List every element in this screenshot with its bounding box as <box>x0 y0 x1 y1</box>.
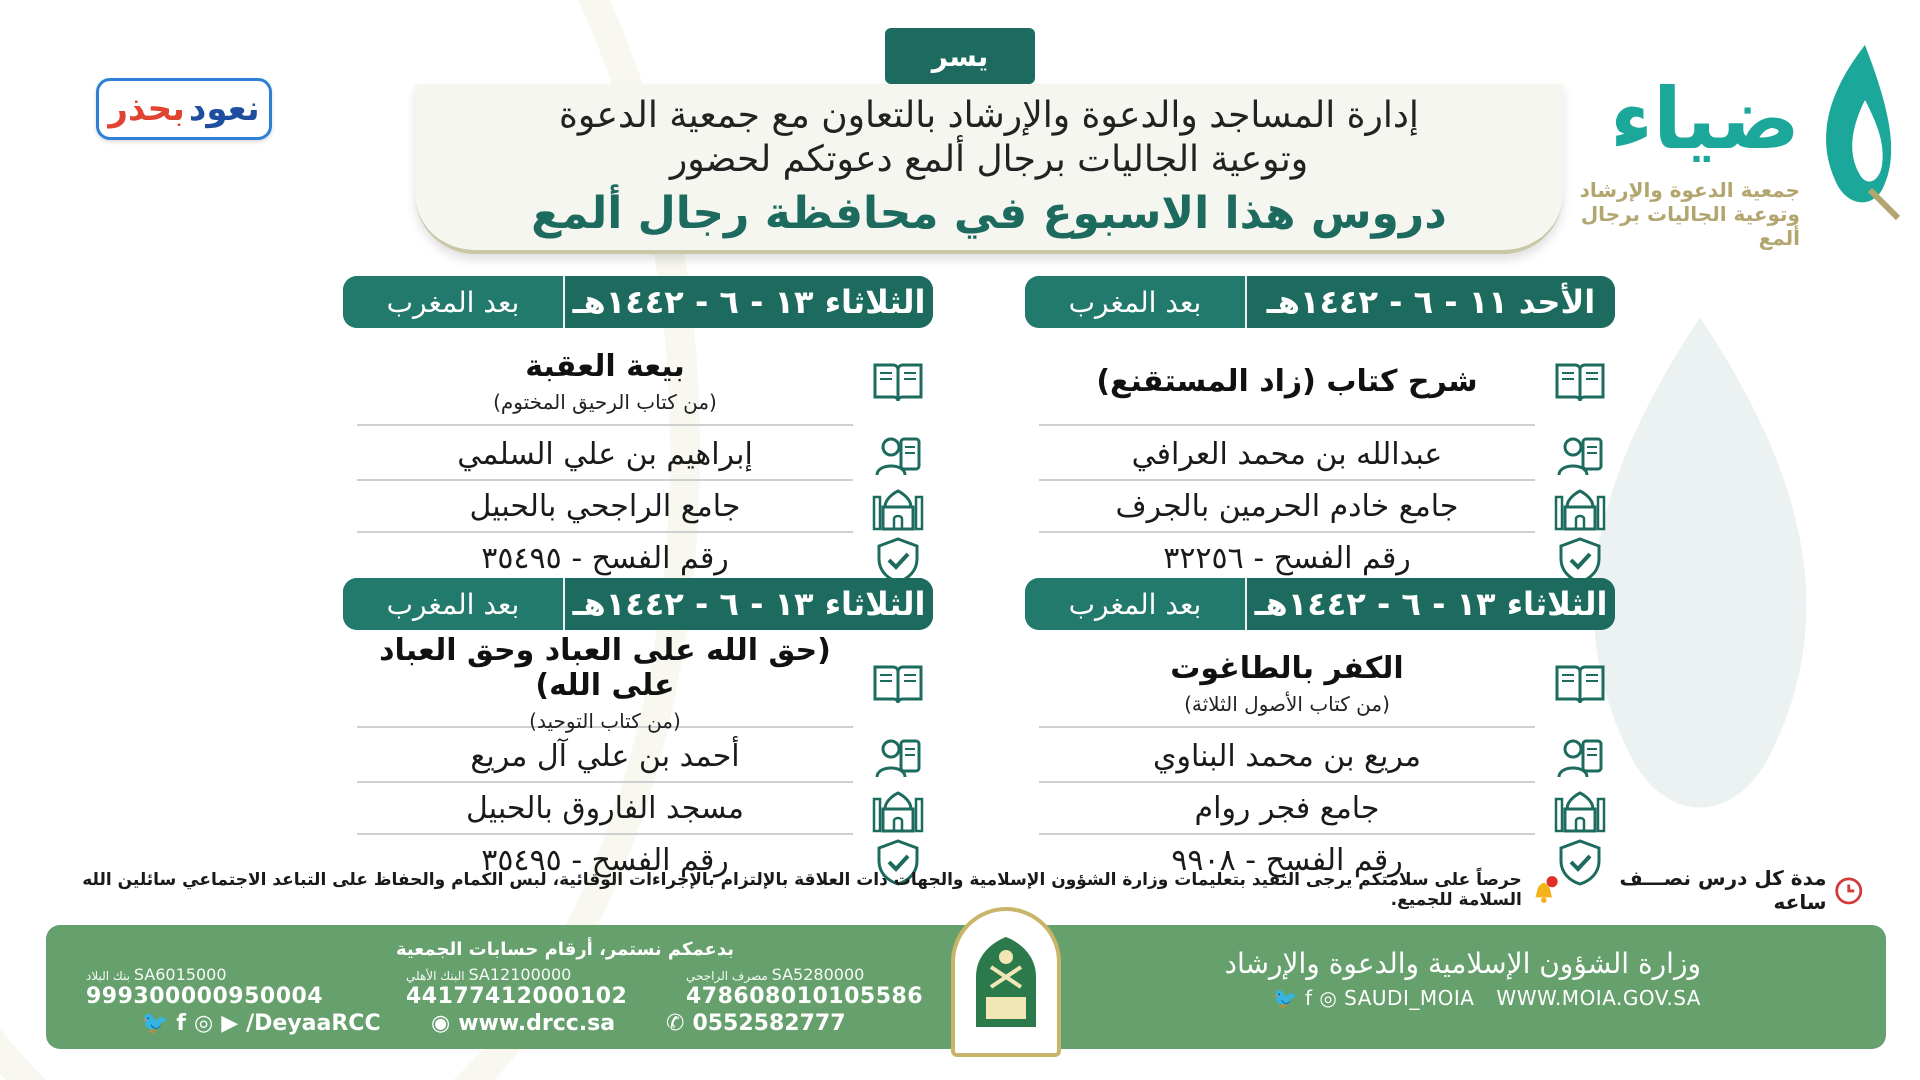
iban-prefix: SA12100000 <box>468 965 572 984</box>
lesson-lecturer-row <box>1025 732 1615 784</box>
lesson-mosque: جامع فجر روام <box>1039 785 1535 835</box>
lesson-details <box>343 334 933 586</box>
twitter-icon: 🐦 <box>141 1011 169 1036</box>
lesson-mosque-row <box>1025 784 1615 836</box>
book-icon <box>1545 659 1615 709</box>
book-icon <box>863 659 933 709</box>
lesson-card <box>1025 276 1615 576</box>
site-contact[interactable] <box>431 1011 615 1036</box>
support-title: بدعمكم نستمر، أرقام حسابات الجمعية <box>396 939 735 960</box>
mosque-icon <box>863 483 933 533</box>
header-line-2: وتوعية الجاليات برجال ألمع دعوتكم لحضور <box>669 139 1309 180</box>
lesson-date: الأحد ١١ - ٦ - ١٤٤٢هـ <box>1247 276 1615 328</box>
ministry-name: وزارة الشؤون الإسلامية والدعوة والإرشاد <box>1224 947 1701 980</box>
clock-icon <box>1833 873 1864 907</box>
lesson-mosque-row <box>343 784 933 836</box>
lesson-topic-row <box>1025 636 1615 732</box>
badge-word-1: نعود <box>188 89 260 129</box>
duration-text: مدة كل درس نصـــف ساعه <box>1619 866 1827 914</box>
site-url: www.drcc.sa <box>458 1011 616 1036</box>
lesson-topic: شرح كتاب (زاد المستقنع) <box>1096 363 1478 399</box>
return-carefully-badge <box>96 78 272 140</box>
instagram-icon: ◎ <box>1319 986 1338 1010</box>
mosque-icon <box>863 785 933 835</box>
youtube-icon: ▶ <box>221 1011 239 1036</box>
bank-account <box>406 965 627 1009</box>
account-number[interactable]: 478608010105586 <box>686 984 924 1009</box>
lesson-time: بعد المغرب <box>343 276 565 328</box>
lesson-mosque: جامع الراجحي بالحبيل <box>357 483 853 533</box>
lesson-topic-row <box>1025 334 1615 430</box>
ministry-block <box>1225 947 1701 1010</box>
lecturer-icon <box>1545 733 1615 783</box>
lecturer-icon <box>1545 431 1615 481</box>
header-line-1: إدارة المساجد والدعوة والإرشاد بالتعاون مع جمعية الدعوة <box>559 95 1419 136</box>
lesson-details <box>1025 334 1615 586</box>
lesson-mosque-row <box>1025 482 1615 534</box>
lesson-lecturer: مريع بن محمد البناوي <box>1039 733 1535 783</box>
mosque-icon <box>1545 785 1615 835</box>
book-icon <box>1545 357 1615 407</box>
lesson-lecturer: عبدالله بن محمد العرافي <box>1039 431 1535 481</box>
lesson-lecturer-row <box>343 430 933 482</box>
lesson-date: الثلاثاء ١٣ - ٦ - ١٤٤٢هـ <box>1247 578 1615 630</box>
lesson-topic-row <box>343 633 933 733</box>
lesson-permit: رقم الفسح - ٩٩٠٨ <box>1171 843 1403 878</box>
lesson-duration <box>1579 866 1864 914</box>
ministry-website[interactable]: WWW.MOIA.GOV.SA <box>1496 986 1701 1010</box>
ministry-social[interactable] <box>1273 986 1475 1010</box>
bank-account <box>86 965 323 1009</box>
lecturer-icon <box>863 733 933 783</box>
lesson-permit: رقم الفسح - ٣٢٢٥٦ <box>1163 541 1411 576</box>
advice-text: حرصاً على سلامتكم يرجى التقيد بتعليمات وزارة الشؤون الإسلامية والجهات ذات العلاقة بالإلتزام بالإجراءات الوقائية، لبس الكمام والحفاظ على التباعد الاجتماعي سائلين الله السلامة للجميع. <box>82 870 1522 910</box>
lecturer-icon <box>863 431 933 481</box>
ministry-emblem <box>951 907 1061 1057</box>
lesson-topic: (حق الله على العباد وحق العباد على الله) <box>379 633 831 703</box>
instagram-icon: ◎ <box>193 1011 214 1036</box>
lesson-header <box>1025 276 1615 328</box>
lesson-time: بعد المغرب <box>343 578 565 630</box>
footer-bar <box>46 925 1886 1049</box>
header-card <box>415 84 1563 254</box>
lesson-source: (من كتاب التوحيد) <box>529 709 681 733</box>
lesson-card <box>343 578 933 878</box>
bank-name: البنك الأهلي <box>406 969 465 983</box>
lesson-date: الثلاثاء ١٣ - ٦ - ١٤٤٢هـ <box>565 276 933 328</box>
lesson-details <box>1025 636 1615 888</box>
lesson-date: الثلاثاء ١٣ - ٦ - ١٤٤٢هـ <box>565 578 933 630</box>
social-handle: /DeyaaRCC <box>246 1011 381 1036</box>
lesson-header <box>343 276 933 328</box>
bank-name: مصرف الراجحي <box>686 969 768 983</box>
ministry-links <box>1225 986 1701 1010</box>
deyaa-logo <box>1560 30 1900 250</box>
lesson-card <box>1025 578 1615 878</box>
lesson-topic-row <box>343 334 933 430</box>
mosque-emblem-icon <box>966 927 1046 1037</box>
phone-contact[interactable] <box>666 1011 846 1036</box>
facebook-icon: f <box>176 1011 186 1036</box>
lesson-header <box>343 578 933 630</box>
logo-subtitle-2: وتوعية الجاليات برجال ألمع <box>1580 202 1800 250</box>
facebook-icon: f <box>1304 986 1313 1010</box>
lesson-lecturer-row <box>1025 430 1615 482</box>
twitter-icon: 🐦 <box>1272 986 1299 1010</box>
ministry-handle: SAUDI_MOIA <box>1344 986 1475 1010</box>
lesson-permit: رقم الفسح - ٣٥٤٩٥ <box>481 843 729 878</box>
mosque-icon <box>1545 483 1615 533</box>
lesson-source: (من كتاب الأصول الثلاثة) <box>1184 691 1390 716</box>
page-title: دروس هذا الاسبوع في محافظة رجال ألمع <box>531 188 1447 239</box>
logo-word: ضياء <box>1610 70 1800 168</box>
lesson-time: بعد المغرب <box>1025 276 1247 328</box>
lesson-topic: الكفر بالطاغوت <box>1170 650 1404 686</box>
flame-logo-icon <box>1810 40 1900 220</box>
phone-number: 0552582777 <box>692 1011 846 1036</box>
lesson-mosque: جامع خادم الحرمين بالجرف <box>1039 483 1535 533</box>
lesson-mosque: مسجد الفاروق بالحبيل <box>357 785 853 835</box>
lesson-lecturer: إبراهيم بن علي السلمي <box>357 431 853 481</box>
lesson-topic: بيعة العقبة <box>525 348 685 384</box>
notes-bar <box>60 866 1880 914</box>
lesson-source: (من كتاب الرحيق المختوم) <box>493 389 717 414</box>
bell-icon <box>1528 873 1560 907</box>
iban-prefix: SA5280000 <box>771 965 865 984</box>
account-number[interactable]: 44177412000102 <box>406 984 628 1009</box>
phone-icon: ✆ <box>666 1011 685 1036</box>
bank-name: بنك البلاد <box>86 969 131 983</box>
book-icon <box>863 357 933 407</box>
iban-prefix: SA6015000 <box>133 965 227 984</box>
lesson-card <box>343 276 933 576</box>
logo-subtitle-1: جمعية الدعوة والإرشاد <box>1579 178 1800 202</box>
lesson-time: بعد المغرب <box>1025 578 1247 630</box>
lesson-mosque-row <box>343 482 933 534</box>
globe-icon: ◉ <box>431 1011 451 1036</box>
lesson-header <box>1025 578 1615 630</box>
social-contact[interactable] <box>141 1011 381 1036</box>
header-tag: يسر <box>885 28 1035 84</box>
lesson-details <box>343 633 933 888</box>
safety-advice <box>60 870 1559 910</box>
badge-word-2: بحذر <box>108 89 185 129</box>
lesson-lecturer-row <box>343 732 933 784</box>
account-number[interactable]: 999300000950004 <box>86 984 324 1009</box>
bank-account <box>686 965 923 1009</box>
lesson-lecturer: أحمد بن علي آل مريع <box>357 733 853 783</box>
lesson-permit: رقم الفسح - ٣٥٤٩٥ <box>481 541 729 576</box>
